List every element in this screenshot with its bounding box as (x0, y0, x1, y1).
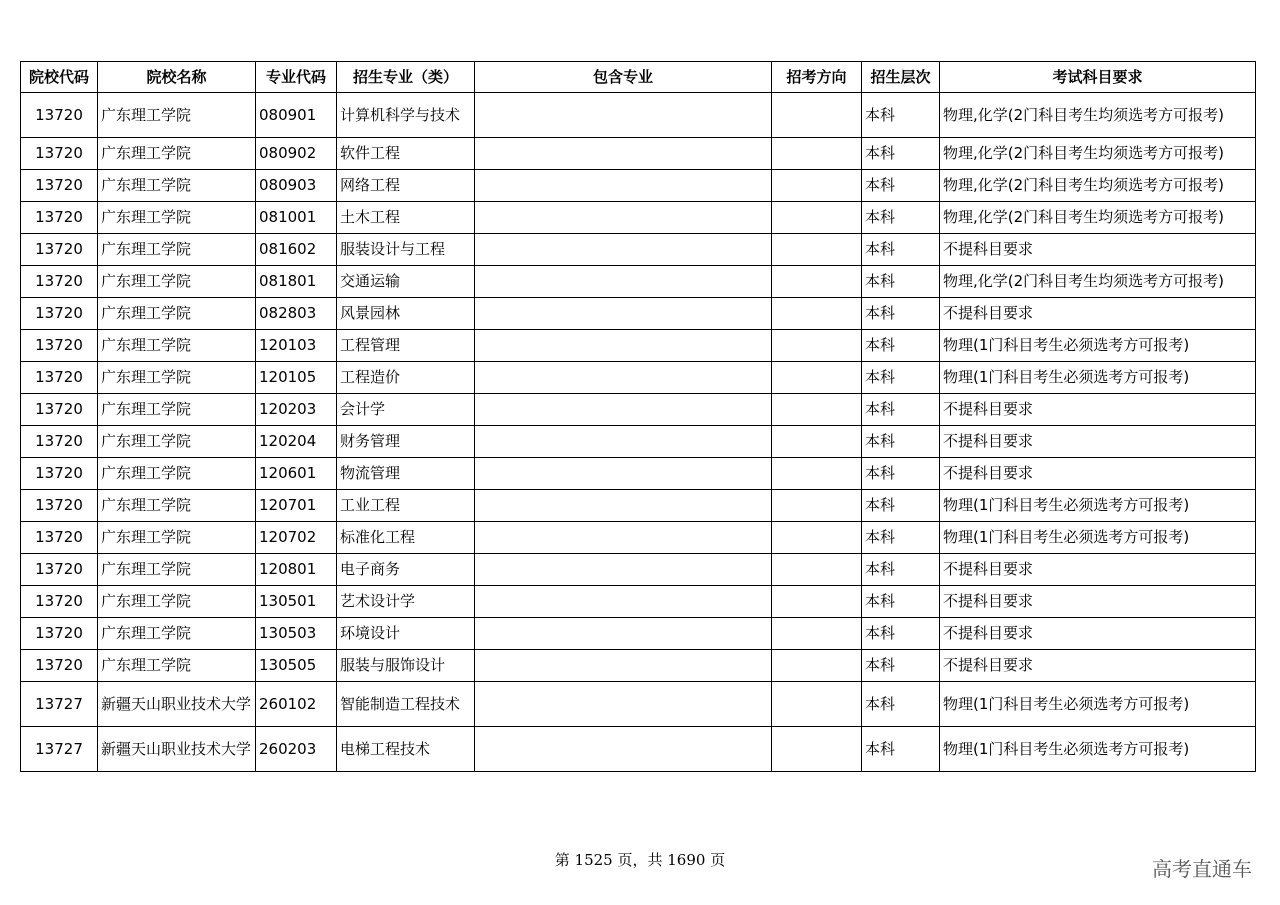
column-header: 院校代码 (21, 62, 98, 93)
subject-requirement-cell: 不提科目要求 (940, 426, 1256, 458)
school-code-cell: 13720 (21, 650, 98, 682)
level-cell: 本科 (862, 650, 940, 682)
subject-requirement-cell: 物理(1门科目考生必须选考方可报考) (940, 727, 1256, 772)
page-number: 第 1525 页，共 1690 页 (554, 851, 726, 869)
table-row (21, 586, 1256, 618)
included-majors-cell (475, 138, 772, 170)
level-cell: 本科 (862, 554, 940, 586)
level-cell: 本科 (862, 202, 940, 234)
major-code-cell: 130501 (256, 586, 337, 618)
school-name-cell: 广东理工学院 (98, 330, 256, 362)
school-name-cell: 新疆天山职业技术大学 (98, 682, 256, 727)
included-majors-cell (475, 586, 772, 618)
major-name-cell: 智能制造工程技术 (337, 682, 475, 727)
school-code-cell: 13720 (21, 554, 98, 586)
level-cell: 本科 (862, 170, 940, 202)
school-code-cell: 13720 (21, 490, 98, 522)
included-majors-cell (475, 650, 772, 682)
subject-requirement-cell: 不提科目要求 (940, 394, 1256, 426)
direction-cell (772, 554, 862, 586)
subject-requirement-cell: 物理(1门科目考生必须选考方可报考) (940, 362, 1256, 394)
subject-requirement-cell: 不提科目要求 (940, 234, 1256, 266)
school-name-cell: 广东理工学院 (98, 298, 256, 330)
school-code-cell: 13720 (21, 138, 98, 170)
direction-cell (772, 682, 862, 727)
major-code-cell: 120601 (256, 458, 337, 490)
column-header: 招考方向 (772, 62, 862, 93)
direction-cell (772, 362, 862, 394)
school-name-cell: 广东理工学院 (98, 586, 256, 618)
included-majors-cell (475, 727, 772, 772)
school-name-cell: 广东理工学院 (98, 522, 256, 554)
school-name-cell: 广东理工学院 (98, 362, 256, 394)
direction-cell (772, 650, 862, 682)
level-cell: 本科 (862, 522, 940, 554)
included-majors-cell (475, 682, 772, 727)
level-cell: 本科 (862, 330, 940, 362)
included-majors-cell (475, 490, 772, 522)
table-row (21, 330, 1256, 362)
level-cell: 本科 (862, 93, 940, 138)
school-name-cell: 广东理工学院 (98, 170, 256, 202)
table-header-row (21, 62, 1256, 93)
table-row (21, 394, 1256, 426)
column-header: 专业代码 (256, 62, 337, 93)
direction-cell (772, 234, 862, 266)
included-majors-cell (475, 234, 772, 266)
school-code-cell: 13720 (21, 266, 98, 298)
major-name-cell: 艺术设计学 (337, 586, 475, 618)
level-cell: 本科 (862, 394, 940, 426)
school-code-cell: 13720 (21, 522, 98, 554)
subject-requirement-cell: 不提科目要求 (940, 650, 1256, 682)
table-row (21, 618, 1256, 650)
direction-cell (772, 394, 862, 426)
major-code-cell: 081801 (256, 266, 337, 298)
major-code-cell: 120103 (256, 330, 337, 362)
table-row (21, 298, 1256, 330)
direction-cell (772, 298, 862, 330)
school-name-cell: 广东理工学院 (98, 234, 256, 266)
school-code-cell: 13720 (21, 362, 98, 394)
direction-cell (772, 586, 862, 618)
major-name-cell: 财务管理 (337, 426, 475, 458)
school-code-cell: 13720 (21, 298, 98, 330)
direction-cell (772, 202, 862, 234)
included-majors-cell (475, 426, 772, 458)
direction-cell (772, 138, 862, 170)
school-name-cell: 广东理工学院 (98, 266, 256, 298)
table-row (21, 522, 1256, 554)
table-row (21, 682, 1256, 727)
level-cell: 本科 (862, 266, 940, 298)
major-name-cell: 软件工程 (337, 138, 475, 170)
school-name-cell: 广东理工学院 (98, 138, 256, 170)
level-cell: 本科 (862, 618, 940, 650)
included-majors-cell (475, 458, 772, 490)
major-code-cell: 130505 (256, 650, 337, 682)
table-row (21, 266, 1256, 298)
school-code-cell: 13720 (21, 426, 98, 458)
major-name-cell: 环境设计 (337, 618, 475, 650)
direction-cell (772, 618, 862, 650)
school-name-cell: 广东理工学院 (98, 458, 256, 490)
subject-requirement-cell: 不提科目要求 (940, 618, 1256, 650)
major-name-cell: 工业工程 (337, 490, 475, 522)
table-row (21, 202, 1256, 234)
direction-cell (772, 426, 862, 458)
major-code-cell: 082803 (256, 298, 337, 330)
subject-requirement-cell: 不提科目要求 (940, 298, 1256, 330)
major-code-cell: 260102 (256, 682, 337, 727)
major-code-cell: 130503 (256, 618, 337, 650)
subject-requirement-cell: 物理(1门科目考生必须选考方可报考) (940, 522, 1256, 554)
major-code-cell: 080903 (256, 170, 337, 202)
subject-requirement-cell: 物理(1门科目考生必须选考方可报考) (940, 490, 1256, 522)
subject-requirement-cell: 物理,化学(2门科目考生均须选考方可报考) (940, 93, 1256, 138)
school-name-cell: 广东理工学院 (98, 554, 256, 586)
major-code-cell: 080901 (256, 93, 337, 138)
school-code-cell: 13727 (21, 682, 98, 727)
table-row (21, 458, 1256, 490)
school-code-cell: 13720 (21, 618, 98, 650)
school-code-cell: 13720 (21, 394, 98, 426)
subject-requirement-cell: 物理,化学(2门科目考生均须选考方可报考) (940, 266, 1256, 298)
level-cell: 本科 (862, 138, 940, 170)
included-majors-cell (475, 170, 772, 202)
subject-requirement-cell: 不提科目要求 (940, 458, 1256, 490)
admissions-table (20, 61, 1256, 772)
included-majors-cell (475, 362, 772, 394)
column-header: 包含专业 (475, 62, 772, 93)
direction-cell (772, 522, 862, 554)
school-code-cell: 13720 (21, 586, 98, 618)
school-code-cell: 13720 (21, 330, 98, 362)
school-name-cell: 广东理工学院 (98, 394, 256, 426)
direction-cell (772, 458, 862, 490)
major-code-cell: 081001 (256, 202, 337, 234)
school-code-cell: 13720 (21, 202, 98, 234)
watermark: 高考直通车 (1152, 857, 1252, 881)
major-code-cell: 081602 (256, 234, 337, 266)
direction-cell (772, 727, 862, 772)
school-code-cell: 13720 (21, 93, 98, 138)
direction-cell (772, 93, 862, 138)
major-name-cell: 计算机科学与技术 (337, 93, 475, 138)
included-majors-cell (475, 202, 772, 234)
table-row (21, 490, 1256, 522)
level-cell: 本科 (862, 727, 940, 772)
subject-requirement-cell: 物理,化学(2门科目考生均须选考方可报考) (940, 138, 1256, 170)
included-majors-cell (475, 554, 772, 586)
subject-requirement-cell: 不提科目要求 (940, 586, 1256, 618)
column-header: 招生层次 (862, 62, 940, 93)
school-name-cell: 广东理工学院 (98, 618, 256, 650)
school-name-cell: 广东理工学院 (98, 202, 256, 234)
major-name-cell: 物流管理 (337, 458, 475, 490)
included-majors-cell (475, 266, 772, 298)
table-row (21, 426, 1256, 458)
column-header: 考试科目要求 (940, 62, 1256, 93)
major-code-cell: 120204 (256, 426, 337, 458)
subject-requirement-cell: 物理(1门科目考生必须选考方可报考) (940, 330, 1256, 362)
level-cell: 本科 (862, 682, 940, 727)
major-name-cell: 工程管理 (337, 330, 475, 362)
major-name-cell: 土木工程 (337, 202, 475, 234)
major-code-cell: 120105 (256, 362, 337, 394)
column-header: 院校名称 (98, 62, 256, 93)
level-cell: 本科 (862, 586, 940, 618)
level-cell: 本科 (862, 298, 940, 330)
school-code-cell: 13720 (21, 234, 98, 266)
table-row (21, 93, 1256, 138)
table-row (21, 138, 1256, 170)
major-name-cell: 工程造价 (337, 362, 475, 394)
table-row (21, 234, 1256, 266)
major-name-cell: 电子商务 (337, 554, 475, 586)
subject-requirement-cell: 物理,化学(2门科目考生均须选考方可报考) (940, 202, 1256, 234)
major-code-cell: 120203 (256, 394, 337, 426)
school-name-cell: 广东理工学院 (98, 650, 256, 682)
school-name-cell: 广东理工学院 (98, 490, 256, 522)
column-header: 招生专业（类） (337, 62, 475, 93)
level-cell: 本科 (862, 490, 940, 522)
subject-requirement-cell: 物理,化学(2门科目考生均须选考方可报考) (940, 170, 1256, 202)
level-cell: 本科 (862, 458, 940, 490)
major-code-cell: 120702 (256, 522, 337, 554)
subject-requirement-cell: 不提科目要求 (940, 554, 1256, 586)
major-name-cell: 会计学 (337, 394, 475, 426)
school-name-cell: 广东理工学院 (98, 426, 256, 458)
school-code-cell: 13720 (21, 458, 98, 490)
major-code-cell: 080902 (256, 138, 337, 170)
table-row (21, 650, 1256, 682)
major-name-cell: 交通运输 (337, 266, 475, 298)
table-row (21, 727, 1256, 772)
major-name-cell: 服装设计与工程 (337, 234, 475, 266)
major-code-cell: 120801 (256, 554, 337, 586)
direction-cell (772, 330, 862, 362)
major-name-cell: 网络工程 (337, 170, 475, 202)
included-majors-cell (475, 618, 772, 650)
school-code-cell: 13720 (21, 170, 98, 202)
direction-cell (772, 490, 862, 522)
table-row (21, 170, 1256, 202)
included-majors-cell (475, 394, 772, 426)
included-majors-cell (475, 522, 772, 554)
included-majors-cell (475, 93, 772, 138)
major-name-cell: 电梯工程技术 (337, 727, 475, 772)
included-majors-cell (475, 330, 772, 362)
direction-cell (772, 170, 862, 202)
table-row (21, 362, 1256, 394)
major-name-cell: 风景园林 (337, 298, 475, 330)
direction-cell (772, 266, 862, 298)
major-code-cell: 260203 (256, 727, 337, 772)
major-code-cell: 120701 (256, 490, 337, 522)
major-name-cell: 服装与服饰设计 (337, 650, 475, 682)
level-cell: 本科 (862, 426, 940, 458)
table-row (21, 554, 1256, 586)
level-cell: 本科 (862, 234, 940, 266)
included-majors-cell (475, 298, 772, 330)
school-name-cell: 广东理工学院 (98, 93, 256, 138)
subject-requirement-cell: 物理(1门科目考生必须选考方可报考) (940, 682, 1256, 727)
level-cell: 本科 (862, 362, 940, 394)
school-name-cell: 新疆天山职业技术大学 (98, 727, 256, 772)
major-name-cell: 标准化工程 (337, 522, 475, 554)
school-code-cell: 13727 (21, 727, 98, 772)
